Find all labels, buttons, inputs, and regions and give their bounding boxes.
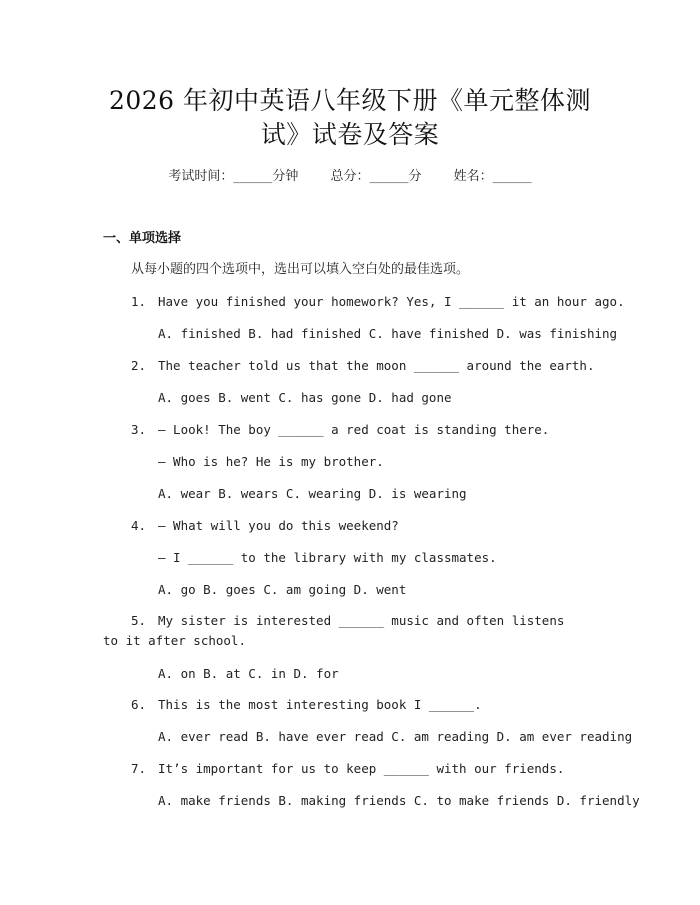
- question-number: 7.: [131, 761, 147, 776]
- question-options: A. make friends B. making friends C. to make friends D. friendly: [158, 793, 640, 808]
- student-name-field: 姓名：______: [453, 169, 532, 184]
- question-stem: This is the most interesting book I ______.: [158, 697, 482, 712]
- question-number: 2.: [131, 358, 147, 373]
- question-options: A. finished B. had finished C. have finished D. was finishing: [158, 326, 618, 341]
- question-number: 6.: [131, 697, 147, 712]
- question-stem-reply: — Who is he? He is my brother.: [158, 454, 384, 469]
- question-stem: — What will you do this weekend?: [158, 518, 399, 533]
- section-heading: 一、单项选择: [103, 231, 182, 246]
- question-number: 5.: [131, 613, 147, 628]
- question-options: A. goes B. went C. has gone D. had gone: [158, 390, 452, 405]
- question-options: A. on B. at C. in D. for: [158, 666, 339, 681]
- question-options: A. ever read B. have ever read C. am reading D. am ever reading: [158, 729, 633, 744]
- question-options: A. wear B. wears C. wearing D. is wearing: [158, 486, 467, 501]
- question-stem: It’s important for us to keep ______ with our friends.: [158, 761, 565, 776]
- question-stem: Have you finished your homework? Yes, I ______ it an hour ago.: [158, 294, 625, 309]
- total-score-field: 总分：______分: [330, 169, 422, 184]
- question-number: 1.: [131, 294, 147, 309]
- question-number: 4.: [131, 518, 147, 533]
- question-stem: — Look! The boy ______ a red coat is standing there.: [158, 422, 550, 437]
- question-options: A. go B. goes C. am going D. went: [158, 582, 407, 597]
- question-stem: The teacher told us that the moon ______ around the earth.: [158, 358, 595, 373]
- exam-title-line-1: 2026 年初中英语八年级下册《单元整体测: [108, 86, 592, 115]
- exam-meta-row: [0, 168, 700, 186]
- section-instruction: 从每小题的四个选项中，选出可以填入空白处的最佳选项。: [131, 262, 470, 277]
- exam-title-line-2: 试》试卷及答案: [260, 120, 440, 149]
- question-number: 3.: [131, 422, 147, 437]
- exam-time-field: 考试时间：______分钟: [168, 169, 299, 184]
- question-stem-reply: — I ______ to the library with my classmates.: [158, 550, 497, 565]
- question-stem: My sister is interested ______ music and often listens to it after school.: [103, 613, 565, 648]
